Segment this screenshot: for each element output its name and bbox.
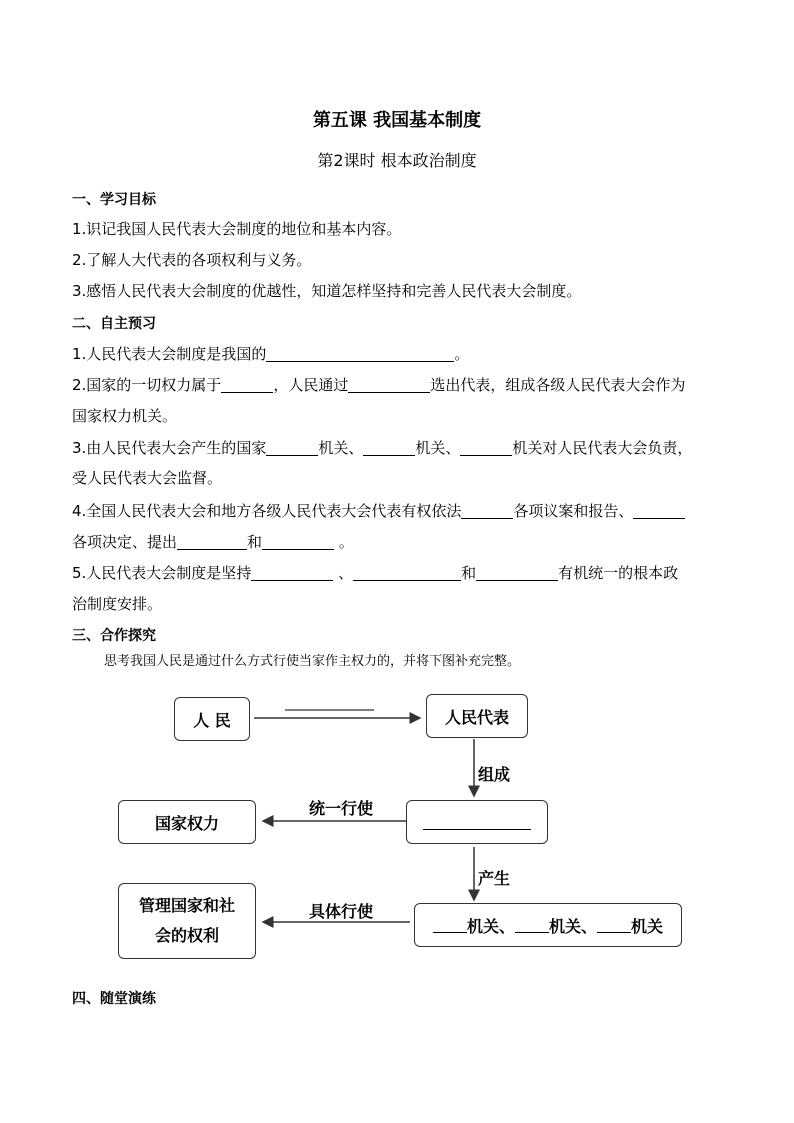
page-subtitle: 第2课时 根本政治制度 — [317, 151, 477, 170]
congress-answer-blank[interactable] — [423, 815, 531, 830]
question-4-cont: 各项决定、提出 和 。 — [72, 533, 354, 551]
question-2-cont: 国家权力机关。 — [72, 407, 178, 425]
question-3-cont: 受人民代表大会监督。 — [72, 469, 223, 487]
objective-2: 2.了解人大代表的各项权利与义务。 — [72, 251, 312, 269]
form-label: 组成 — [478, 765, 511, 784]
question-1: 1.人民代表大会制度是我国的 。 — [72, 345, 470, 363]
question-4: 4.全国人民代表大会和地方各级人民代表大会代表有权依法 各项议案和报告、 — [72, 500, 685, 521]
congress-box — [406, 800, 548, 844]
manage-box: 管理国家和社 会的权利 — [118, 883, 256, 959]
organ-answer-blank[interactable] — [515, 918, 549, 933]
objective-3: 3.感悟人民代表大会制度的优越性，知道怎样坚持和完善人民代表大会制度。 — [72, 282, 582, 300]
question-3: 3.由人民代表大会产生的国家 机关、 机关、 机关对人民代表大会负责， — [72, 439, 693, 457]
state-power-box: 国家权力 — [118, 800, 256, 844]
page-title: 第五课 我国基本制度 — [312, 110, 482, 131]
section2-heading: 二、自主预习 — [72, 316, 156, 332]
section1-heading: 一、学习目标 — [72, 192, 156, 208]
question-5: 5.人民代表大会制度是坚持 、 和 有机统一的根本政 — [72, 564, 679, 582]
organs-box: 机关、 机关、 机关 — [414, 903, 682, 947]
organ-answer-blank[interactable] — [433, 918, 467, 933]
section3-heading: 三、合作探究 — [72, 628, 156, 644]
produce-label: 产生 — [478, 869, 511, 888]
question-2: 2.国家的一切权力属于 ，人民通过 选出代表，组成各级人民代表大会作为 — [72, 376, 686, 394]
section4-heading: 四、随堂演练 — [72, 991, 156, 1007]
specific-label: 具体行使 — [309, 902, 374, 921]
organ-answer-blank[interactable] — [597, 918, 631, 933]
people-box: 人 民 — [174, 697, 250, 741]
unify-label: 统一行使 — [309, 799, 374, 818]
instruction-note: 思考我国人民是通过什么方式行使当家作主权力的，并将下图补充完整。 — [104, 654, 521, 669]
deputies-box: 人民代表 — [426, 694, 528, 738]
question-5-cont: 治制度安排。 — [72, 595, 163, 613]
objective-1: 1.识记我国人民代表大会制度的地位和基本内容。 — [72, 220, 402, 238]
